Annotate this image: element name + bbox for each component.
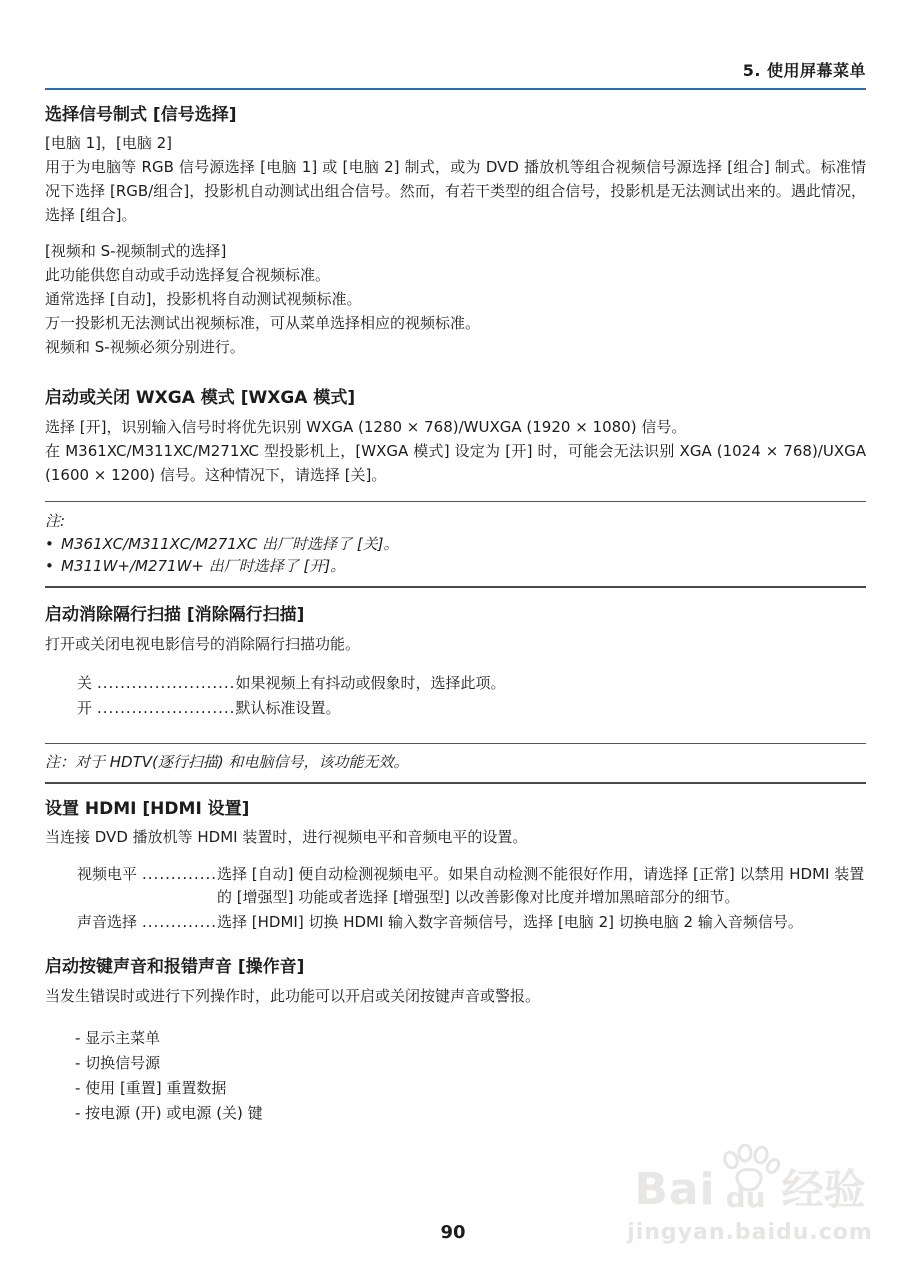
deinterlace-definition-list: [45, 672, 866, 720]
definition-lead: [77, 672, 235, 695]
definition-term: 开: [77, 699, 93, 717]
wxga-paragraph-1: 选择 [开]，识别输入信号时将优先识别 WXGA (1280 × 768)/WUXGA (1920 × 1080) 信号。: [45, 418, 687, 436]
note-block-deinterlace: [45, 743, 866, 784]
beep-paragraph: 当发生错误时或进行下列操作时，此功能可以开启或关闭按键声音或警报。: [45, 987, 541, 1005]
definition-term: 视频电平: [77, 865, 138, 883]
page-number: 90: [440, 1222, 466, 1243]
note-bullet-text: M311W+/M271W+ 出厂时选择了 [开]。: [61, 557, 346, 575]
watermark-brand-left: Bai: [634, 1164, 716, 1215]
definition-term: 声音选择: [77, 913, 138, 931]
note-label: 注:: [45, 512, 66, 530]
leader-dots: ........................: [97, 699, 236, 717]
section-title-beep: 启动按键声音和报错声音 [操作音]: [45, 957, 305, 977]
paw-du-group: [718, 1150, 780, 1212]
watermark-brand-row: [620, 1150, 880, 1215]
leader-dots: .............: [142, 913, 218, 931]
note-bullet-item: [45, 533, 866, 555]
signal-paragraph: 用于为电脑等 RGB 信号源选择 [电脑 1] 或 [电脑 2] 制式，或为 DVD 播放机等组合视频信号源选择 [组合] 制式。标准情况下选择 [RGB/组合]，投影机自动测试出组合信号。然而，有若干类型的组合信号，投影机是无法测试出来的。遇此情况，选择 [组合]。: [45, 158, 866, 224]
note-block-wxga: [45, 501, 866, 588]
chapter-header: 5. 使用屏幕菜单: [45, 58, 866, 90]
section-title-deinterlace: 启动消除隔行扫描 [消除隔行扫描]: [45, 605, 305, 625]
note-text: 注：对于 HDTV(逐行扫描) 和电脑信号，该功能无效。: [45, 753, 409, 771]
hdmi-paragraph: 当连接 DVD 播放机等 HDMI 装置时，进行视频电平和音频电平的设置。: [45, 828, 528, 846]
definition-description: 选择 [自动] 便自动检测视频电平。如果自动检测不能很好作用，请选择 [正常] 以禁用 HDMI 装置的 [增强型] 功能或者选择 [增强型] 以改善影像对比度并增加黑暗部分的细节。: [217, 865, 865, 906]
wxga-paragraph-2: 在 M361XC/M311XC/M271XC 型投影机上，[WXGA 模式] 设定为 [开] 时，可能会无法识别 XGA (1024 × 768)/UXGA (1600 × 1200) 信号。这种情况下，请选择 [关]。: [45, 442, 866, 484]
leader-dots: ........................: [97, 674, 236, 692]
bullet-icon: •: [45, 535, 54, 553]
beep-action-list: [45, 1026, 866, 1126]
definition-description: 选择 [HDMI] 切换 HDMI 输入数字音频信号，选择 [电脑 2] 切换电脑 2 输入音频信号。: [217, 913, 803, 931]
leader-dots: .............: [142, 865, 218, 883]
video-line: 万一投影机无法测试出视频标准，可从菜单选择相应的视频标准。: [45, 314, 481, 332]
definition-lead: [77, 911, 217, 934]
video-line: 通常选择 [自动]，投影机将自动测试视频标准。: [45, 290, 362, 308]
bullet-icon: •: [45, 557, 54, 575]
definition-row: [77, 697, 866, 720]
video-line: 此功能供您自动或手动选择复合视频标准。: [45, 266, 331, 284]
definition-term: 关: [77, 674, 93, 692]
video-svideo-heading: [视频和 S-视频制式的选择]: [45, 242, 227, 260]
definition-lead: [77, 863, 217, 909]
page-content: [45, 58, 866, 1126]
list-item: - 切换信号源: [75, 1054, 161, 1072]
list-item: - 显示主菜单: [75, 1029, 161, 1047]
definition-description: 如果视频上有抖动或假象时，选择此项。: [235, 674, 506, 692]
list-item: - 使用 [重置] 重置数据: [75, 1079, 227, 1097]
definition-row: [77, 863, 866, 909]
section-title-wxga: 启动或关闭 WXGA 模式 [WXGA 模式]: [45, 388, 356, 408]
signal-modes-line: [电脑 1]，[电脑 2]: [45, 134, 173, 152]
watermark-url: jingyan.baidu.com: [627, 1220, 873, 1245]
deinterlace-paragraph: 打开或关闭电视电影信号的消除隔行扫描功能。: [45, 635, 361, 653]
watermark-brand-du: du: [725, 1181, 766, 1214]
list-item: - 按电源 (开) 或电源 (关) 键: [75, 1104, 263, 1122]
definition-description: 默认标准设置。: [235, 699, 341, 717]
section-title-hdmi: 设置 HDMI [HDMI 设置]: [45, 799, 250, 819]
watermark-brand-suffix: 经验: [781, 1165, 866, 1214]
section-title-signal-select: 选择信号制式 [信号选择]: [45, 105, 237, 125]
definition-lead: [77, 697, 235, 720]
note-bullet-item: [45, 555, 866, 577]
note-bullet-text: M361XC/M311XC/M271XC 出厂时选择了 [关]。: [61, 535, 399, 553]
hdmi-definition-list: [45, 863, 866, 934]
definition-row: [77, 672, 866, 695]
definition-row: [77, 911, 866, 934]
video-line: 视频和 S-视频必须分别进行。: [45, 338, 245, 356]
